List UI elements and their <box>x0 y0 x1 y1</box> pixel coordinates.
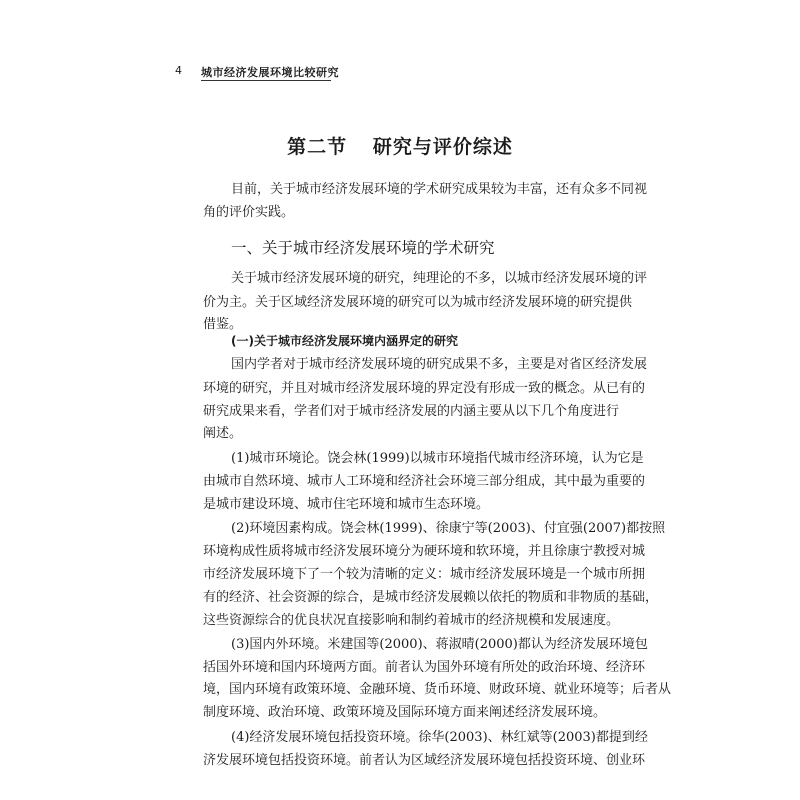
paragraph-line: 环境的研究，并且对城市经济发展环境的界定没有形成一致的概念。从已有的 <box>203 381 646 396</box>
paragraph-line: (4)经济发展环境包括投资环境。徐华(2003)、林红斌等(2003)都提到经 <box>231 730 648 745</box>
section-title <box>0 132 800 159</box>
paragraph-line: 环境构成性质将城市经济发展环境分为硬环境和软环境，并且徐康宁教授对城 <box>203 544 646 559</box>
paragraph-line: 制度环境、政治环境、政策环境及国际环境方面来阐述经济发展环境。 <box>203 705 607 720</box>
heading-academic-research: 一、关于城市经济发展环境的学术研究 <box>231 239 495 257</box>
paragraph-line: 济发展环境包括投资环境。前者认为区域经济发展环境包括投资环境、创业环 <box>203 753 646 768</box>
paragraph-line: 是城市建设环境、城市住宅环境和城市生态环境。 <box>203 497 490 512</box>
page-number: 4 <box>175 64 182 77</box>
paragraph-line: 这些资源综合的优良状况直接影响和制约着城市的经济规模和发展速度。 <box>203 613 620 628</box>
subheading-definition-research: (一)关于城市经济发展环境内涵界定的研究 <box>231 334 458 348</box>
paragraph-line: (3)国内外环境。米建国等(2000)、蒋淑晴(2000)都认为经济发展环境包 <box>231 637 648 652</box>
paragraph-line: 借鉴。 <box>203 317 243 332</box>
book-title: 城市经济发展环境比较研究 <box>201 66 339 79</box>
paragraph-line: 目前，关于城市经济发展环境的学术研究成果较为丰富，还有众多不同视 <box>231 182 648 197</box>
paragraph-line: 市经济发展环境下了一个较为清晰的定义：城市经济发展环境是一个城市所拥 <box>203 567 646 582</box>
paragraph-line: (2)环境因素构成。饶会林(1999)、徐康宁等(2003)、付宜强(2007)都按照 <box>231 521 666 536</box>
paragraph-line: 关于城市经济发展环境的研究，纯理论的不多，以城市经济发展环境的评 <box>231 271 648 286</box>
paragraph-line: 研究成果来看，学者们对于城市经济发展的内涵主要从以下几个角度进行 <box>203 404 620 419</box>
paragraph-line: 境，国内环境有政策环境、金融环境、货币环境、财政环境、就业环境等；后者从 <box>203 682 672 697</box>
section-number: 第二节 <box>287 136 348 158</box>
paragraph-line: 国内学者对于城市经济发展环境的研究成果不多，主要是对省区经济发展 <box>231 357 648 372</box>
paragraph-line: 由城市自然环境、城市人工环境和经济社会环境三部分组成，其中最为重要的 <box>203 474 646 489</box>
paragraph-line: 价为主。关于区域经济发展环境的研究可以为城市经济发展环境的研究提供 <box>203 295 633 310</box>
section-name: 研究与评价综述 <box>372 136 513 158</box>
paragraph-line: (1)城市环境论。饶会林(1999)以城市环境指代城市经济环境，认为它是 <box>231 451 644 466</box>
header-rule <box>201 80 331 81</box>
paragraph-line: 阐述。 <box>203 426 243 441</box>
paragraph-line: 有的经济、社会资源的综合，是城市经济发展赖以依托的物质和非物质的基础， <box>203 590 659 605</box>
paragraph-line: 括国外环境和国内环境两方面。前者认为国外环境有所处的政治环境、经济环 <box>203 660 646 675</box>
paragraph-line: 角的评价实践。 <box>203 205 295 220</box>
